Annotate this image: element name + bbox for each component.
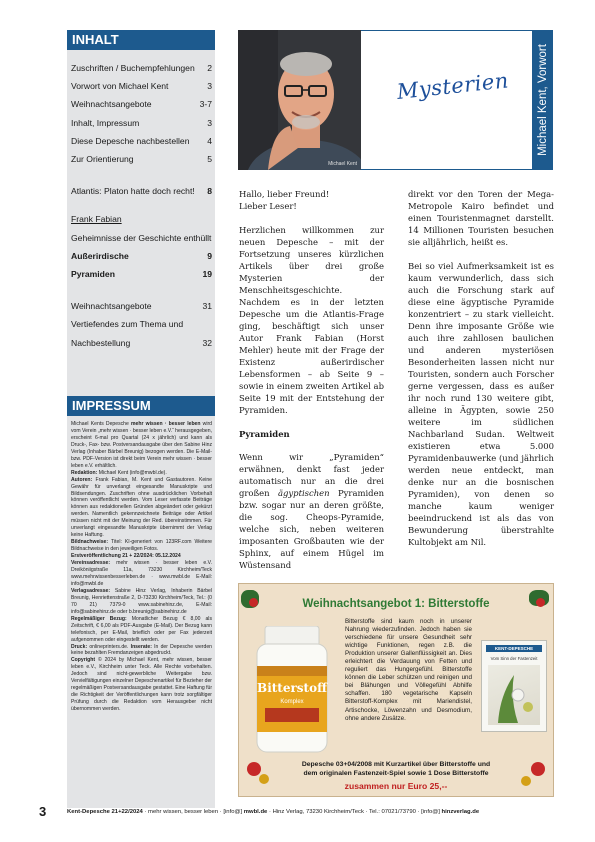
table-of-contents [67, 50, 215, 352]
toc-item-more: Vertiefendes zum Thema und [71, 319, 184, 330]
impressum-paragraph: Vereinsadresse: mehr wissen · besser leben e.V. Dreiköniigstraße 11a, 73230 Kirchheim/Teck www.mehrwissenbesserleben.de · www.mwbl.de E-Mail: info@mwbl.de [71, 560, 212, 587]
page-footer: Kent-Depesche 21+22/2024 · mehr wissen, besser leben · [info@] mwbl.de · Hinz Verlag, 73230 Kirchheim/Teck · Tel.: 07021/73790 · [info@] hinzverlag.de [67, 809, 480, 815]
booklet-image [481, 640, 547, 732]
toc-item[interactable]: Diese Depesche nachbestellen 4 [71, 135, 212, 146]
section-tab [533, 30, 553, 170]
sidebar [67, 30, 215, 808]
offer-description: Bitterstoffe sind kaum noch in unserer Nahrung wiederzufinden. Jedoch haben sie verschiedene für unsere Gesundheit sehr wichtige Funktionen, regen z.B. die Produktion unserer Gallenflüssigkeit an. Dies erleichtert die Verdauung von Fetten und reguliert das Hungergefühl. Bitterstoffe können die Leber schützen und reinigen und bei Blähungen und Völlegefühl Abhilfe schaffen. 180 vegetarische Kapseln Bitterstoff-Komplex mit Mariendistel, Artischocke, Löwenzahn und Desmodium, ohne andere Zusätze. [345, 618, 472, 722]
christmas-offer-box[interactable] [238, 583, 554, 797]
bottle-brand: Bitterstoff [257, 681, 327, 695]
author-photo [238, 30, 361, 170]
impressum-paragraph: Bildnachweise: Titel: KI-generiert von 123RF.com Weitere Bildnachweise in den jeweiligen Fotos. [71, 539, 212, 553]
article-column-2 [408, 188, 554, 548]
section-heading: Pyramiden [239, 429, 290, 439]
toc-item-aliens[interactable]: Außerirdische 9 [71, 250, 212, 261]
toc-item[interactable]: Inhalt, Impressum 3 [71, 117, 212, 128]
offer-title: Weihnachtsangebot 1: Bitterstoffe [302, 598, 490, 610]
impressum-paragraph: Autoren: Frank Fabian, M. Kent und Gastautoren. Keine Gewähr für unverlangt eingesandte Manuskripte und Bildsendungen. Zuschriften ohne ausdrücklichen Vorbehalt können veröffentlicht werden. Vom Leser verfasste Beiträge können aus redaktionellen Gründen abgeändert oder gekürzt werden. Namentlich gekennzeichnete Beiträge oder Artikel müssen nicht mit der Meinung der Red. übereinstimmen. Für unverlangt eingesandte Manuskripte übernimmt der Verlag keine Haftung. [71, 476, 212, 539]
impressum-paragraph: Erstveröffentlichung 21 + 22/2024: 05.12.2024 [71, 553, 181, 560]
impressum-paragraph: Copyright © 2024 by Michael Kent, mehr wissen, besser leben e.V., Kirchheim unter Teck. Alle Rechte vorbehalten. Jedoch sind nicht-gewerbliche Weitergabe bzw. Vervielfältigungen einzelner Depeschenartikel für Bezieher der regelmäßigen Postversandausgabe gestattet. Eine Haftung für die Richtigkeit der Veröffentlichungen kann trotz sorgfältiger Prüfung durch die Redaktion vom Herausgeber nicht übernommen werden. [71, 657, 213, 713]
bitterstoff-bottle-image [247, 626, 337, 754]
toc-author: Frank Fabian [71, 214, 122, 225]
impressum-heading: IMPRESSUM [67, 396, 215, 416]
page-number: 3 [39, 804, 47, 819]
greeting: Hallo, lieber Freund! Lieber Leser! [239, 189, 330, 211]
toc-item[interactable]: Zur Orientierung 5 [71, 154, 212, 165]
impressum-paragraph: Michael Kents Depesche mehr wissen · besser leben wird vom Verein „mehr wissen · besser leben e.V.“ herausgegeben, erscheint 6-mal pro Quartal (24 x jährlich) und kann als Druck-, Fax- bzw. Postversandausgabe über den Sabine Hinz Verlag (Inhaber Bärbel Breunig) bezogen werden. Die E-Mail- bzw. PDF-Version ist direkt beim Verein mehr wissen · besser leben e.V. erhältlich. [71, 421, 212, 469]
article-paragraph: Herzlichen willkommen zur neuen Depesche – mit der Fortsetzung unseres kürzlichen Artikels über drei große Mysterien der Menschheitsgeschichte. Nachdem es in der letzten Depesche um die Atlantis-Frage ging, beschäftigt sich unser Autor Frank Fabian (Horst Mehler) heute mit der Frage der Existenz außerirdischer Lebensformen – ab Seite 9 – sowie in einem zweiten Artikel ab Seite 19 mit der Entstehung der Pyramiden. [239, 225, 384, 415]
toc-heading: INHALT [67, 30, 215, 50]
offer-price: zusammen nur Euro 25,-- [344, 781, 448, 791]
toc-item[interactable]: Zuschriften / Buchempfehlungen 2 [71, 63, 212, 73]
section-tab-label: Michael Kent, Vorwort [537, 44, 549, 156]
impressum-paragraph: Druck: onlineprinters.de. Inserate: In der Depesche werden keine bezahlten Fremdanzeigen abgedruckt. [71, 643, 212, 657]
photo-caption: Michael Kent [328, 161, 357, 167]
impressum-paragraph: Redaktion: Michael Kent (info@mwbl.de). [71, 469, 167, 476]
article-paragraph: direkt vor den Toren der Mega-Metropole Kairo befindet und einen Touristenmagnet darstellt. 14 Millionen Touristen besuchen sie alljährlich, heißt es. [408, 189, 554, 247]
header-frame [361, 30, 533, 170]
booklet-brand: KENT-DEPESCHE [494, 646, 534, 651]
article-paragraph: Wenn wir „Pyramiden“ erwähnen, denkt fast jeder automatisch nur an die drei großen ägyptischen Pyramiden bzw. sogar nur an deren größte, die sog. Cheops-Pyramide, welche sich, neben weiteren imposanten Großbauten wie der Sphinx, auf einem Hügel im Wüstensand [239, 452, 384, 570]
toc-item[interactable]: Vorwort von Michael Kent 3 [71, 81, 212, 92]
article-column-1 [239, 188, 384, 571]
impressum-paragraph: Verlagsadresse: Sabine Hinz Verlag, Inhaberin Bärbel Breunig, Henriettenstraße 2, D-73230 Kirchheim/Teck, Tel.: (0 70 21) 7379-0 www.sabinehinz.de, E-Mail: info@sabinehinz.de oder b.breunig@sabinehinz.de [71, 587, 212, 615]
article-paragraph: Bei so viel Aufmerksamkeit ist es kaum verwunderlich, dass sich auch die Forschung stark auf diese eine ägyptische Pyramide konzentriert – zu stark vielleicht. Denn ihre imposante Größe wie auch ihre zahllosen baulichen und anderen mysteriösen Besonderheiten lassen nicht nur Touristen, sondern auch Forscher gerne vergessen, dass es außer ihr noch rund 130 weitere gibt, alleine in Ägypten, sowie 250 weitere im südlichen Nachbarland Sudan. Weltweit existieren etwa 5.000 Pyramidenbauwerke (und jährlich werden neue entdeckt, man denke nur an die bosnischen Pyramiden), von denen so manche kaum weniger beeindruckend ist als das von Bewunderung überstrahlte Kultobjekt am Nil. [408, 261, 554, 547]
toc-item-pyramids[interactable]: Pyramiden 19 [71, 269, 212, 280]
portrait-illustration [238, 30, 361, 170]
bottle-sub: Komplex [280, 699, 304, 705]
toc-item[interactable]: Weihnachtsangebote 3-7 [71, 99, 212, 110]
offer-details: Depesche 03+04/2008 mit Kurzartikel über Bitterstoffe und dem originalen Fastenzeit-Spiel sowie 1 Dose Bitterstoffe [301, 761, 491, 777]
page-title: Mysterien [395, 68, 510, 104]
impressum-paragraph: Regelmäßiger Bezug: Monatlicher Bezug € 8,00 als Zeitschrift, € 6,00 als PDF-Ausgabe (E-Mail). Der Bezug kann telefonisch, per E-Mail, brieflich oder per Fax jederzeit aufgenommen oder eingestellt werden. [71, 615, 212, 643]
toc-subtitle: Geheimnisse der Geschichte enthüllt [71, 232, 212, 243]
toc-item-reorder[interactable]: Nachbestellung 32 [71, 337, 212, 348]
booklet-title: Vom Sinn der Fastenzeit [490, 656, 538, 661]
toc-item-atlantis[interactable]: Atlantis: Platon hatte doch recht! 8 [71, 186, 212, 197]
impressum-text [71, 421, 212, 713]
toc-item-xmas[interactable]: Weihnachtsangebote 31 [71, 301, 212, 312]
